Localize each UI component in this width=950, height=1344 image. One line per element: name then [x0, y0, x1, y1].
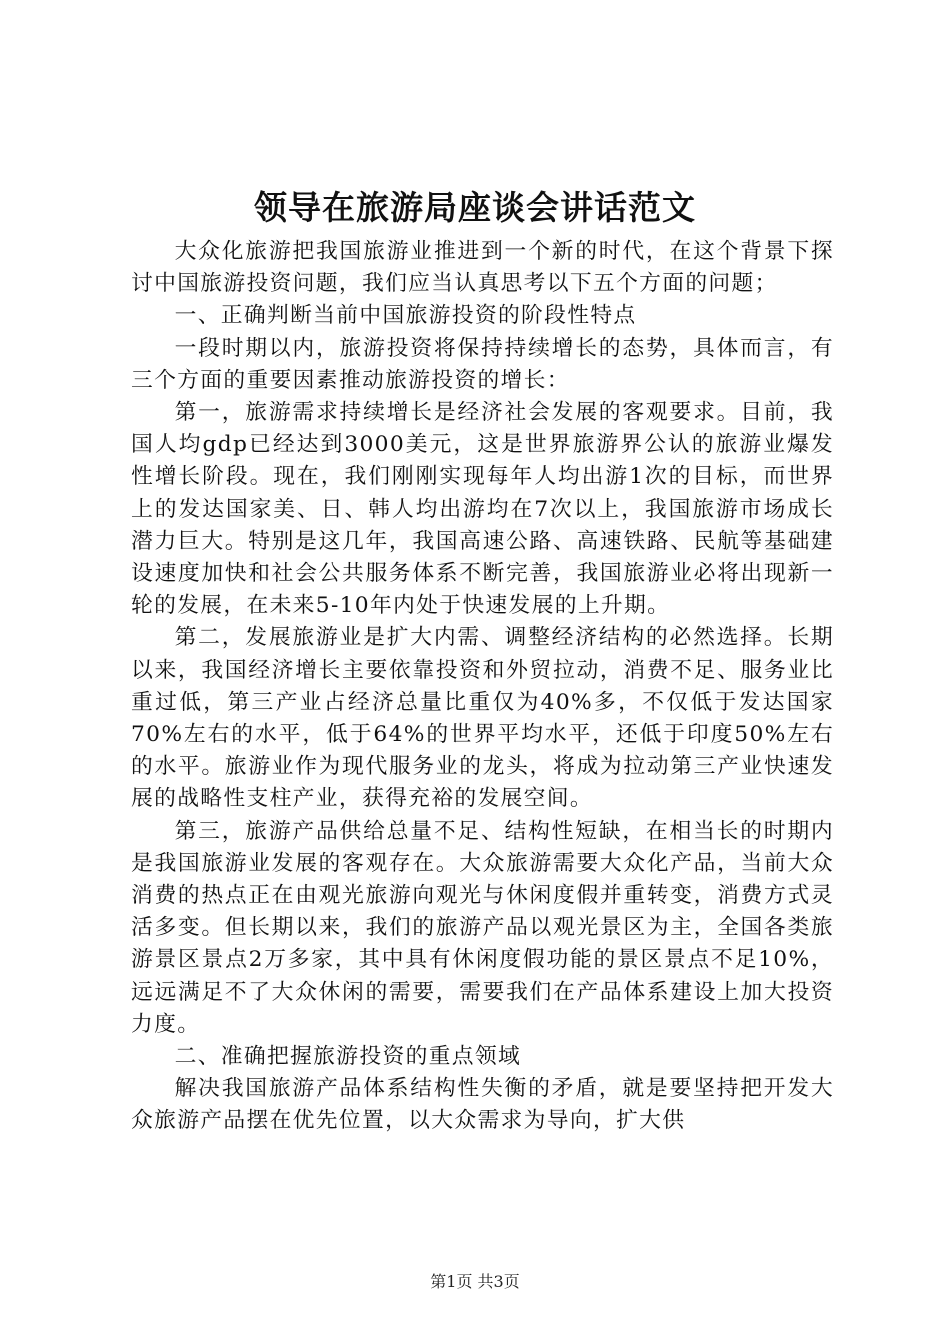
- paragraph-first-factor: 第一，旅游需求持续增长是经济社会发展的客观要求。目前，我国人均gdp已经达到3000美元，这是世界旅游界公认的旅游业爆发性增长阶段。现在，我们刚刚实现每年人均出游1次的目标，而世界上的发达国家美、日、韩人均出游均在7次以上，我国旅游市场成长潜力巨大。特别是这几年，我国高速公路、高速铁路、民航等基础建设速度加快和社会公共服务体系不断完善，我国旅游业必将出现新一轮的发展，在未来5-10年内处于快速发展的上升期。: [131, 400, 834, 619]
- section-heading-1: 一、正确判断当前中国旅游投资的阶段性特点: [174, 303, 637, 329]
- paragraph-second-factor: 第二，发展旅游业是扩大内需、调整经济结构的必然选择。长期以来，我国经济增长主要依靠投资和外贸拉动，消费不足、服务业比重过低，第三产业占经济总量比重仅为40%多，不仅低于发达国家70%左右的水平，低于64%的世界平均水平，还低于印度50%左右的水平。旅游业作为现代服务业的龙头，将成为拉动第三产业快速发展的战略性支柱产业，获得充裕的发展空间。: [131, 625, 834, 812]
- paragraph-intro: 大众化旅游把我国旅游业推进到一个新的时代，在这个背景下探讨中国旅游投资问题，我们应当认真思考以下五个方面的问题；: [131, 239, 834, 297]
- section-heading-2: 二、准确把握旅游投资的重点领域: [174, 1044, 522, 1070]
- paragraph-overview: 一段时期以内，旅游投资将保持持续增长的态势，具体而言，有三个方面的重要因素推动旅游投资的增长：: [131, 335, 834, 393]
- document-title: 领导在旅游局座谈会讲话范文: [254, 188, 696, 227]
- paragraph-continuation: 解决我国旅游产品体系结构性失衡的矛盾，就是要坚持把开发大众旅游产品摆在优先位置，以大众需求为导向，扩大供: [131, 1076, 834, 1134]
- paragraph-third-factor: 第三，旅游产品供给总量不足、结构性短缺，在相当长的时期内是我国旅游业发展的客观存在。大众旅游需要大众化产品，当前大众消费的热点正在由观光旅游向观光与休闲度假并重转变，消费方式灵活多变。但长期以来，我们的旅游产品以观光景区为主，全国各类旅游景区景点2万多家，其中具有休闲度假功能的景区景点不足10%，远远满足不了大众休闲的需要，需要我们在产品体系建设上加大投资力度。: [131, 818, 834, 1037]
- page-footer: 第1页 共3页: [430, 1272, 520, 1291]
- document-body: [131, 236, 834, 1138]
